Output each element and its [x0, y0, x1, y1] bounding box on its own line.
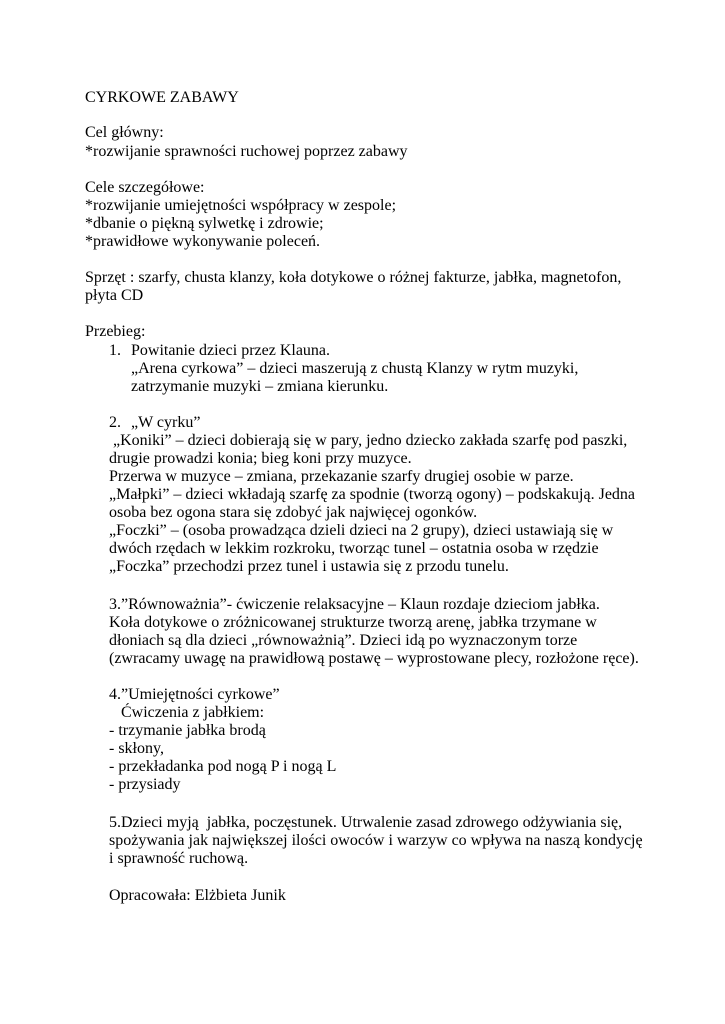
step-line: - trzymanie jabłka brodą: [109, 722, 266, 739]
step-line: (zwracamy uwagę na prawidłową postawę – wyprostowane plecy, rozłożone ręce).: [109, 650, 639, 667]
main-goal-heading: Cel główny:: [85, 124, 164, 141]
step-line: Koła dotykowe o zróżnicowanej strukturze tworzą arenę, jabłka trzymane w: [109, 614, 597, 631]
step-line: „Małpki” – dzieci wkładają szarfę za spodnie (tworzą ogony) – podskakują. Jedna: [109, 486, 636, 503]
step-title: „W cyrku”: [131, 414, 201, 431]
step-line: dwóch rzędach w lekkim rozkroku, tworząc tunel – ostatnia osoba w rzędzie: [109, 540, 599, 557]
step-line: dłoniach są dla dzieci „równoważnią”. Dzieci idą po wyznaczonym torze: [109, 632, 578, 649]
step-title: Powitanie dzieci przez Klauna.: [131, 342, 331, 359]
step-line: Ćwiczenia z jabłkiem:: [109, 704, 265, 721]
step-line: spożywania jak największej ilości owoców i warzyw co wpływa na naszą kondycję: [109, 832, 643, 849]
step-line: zatrzymanie muzyki – zmiana kierunku.: [131, 378, 389, 395]
step-line: „Arena cyrkowa” – dzieci maszerują z chustą Klanzy w rytm muzyki,: [131, 360, 579, 377]
main-goal-item: *rozwijanie sprawności ruchowej poprzez zabawy: [85, 143, 408, 160]
equipment-line: płyta CD: [85, 287, 144, 304]
step-line: - przekładanka pod nogą P i nogą L: [109, 758, 337, 775]
specific-goal-item: *prawidłowe wykonywanie poleceń.: [85, 233, 321, 250]
equipment-line: Sprzęt : szarfy, chusta klanzy, koła dotykowe o różnej fakturze, jabłka, magnetofon,: [85, 269, 622, 286]
step-line: „Foczka” przechodzi przez tunel i ustawia się z przodu tunelu.: [109, 558, 509, 575]
step-line: i sprawność ruchową.: [109, 850, 249, 867]
course-heading: Przebieg:: [85, 323, 146, 340]
step-line: 4.”Umiejętności cyrkowe”: [109, 686, 280, 703]
step-line: „Koniki” – dzieci dobierają się w pary, jedno dziecko zakłada szarfę pod paszki,: [109, 432, 628, 449]
page-title: CYRKOWE ZABAWY: [85, 89, 239, 106]
step-line: - przysiady: [109, 776, 181, 793]
step-number: 2.: [109, 414, 121, 431]
step-line: Przerwa w muzyce – zmiana, przekazanie szarfy drugiej osobie w parze.: [109, 468, 574, 485]
step-line: 5.Dzieci myją jabłka, poczęstunek. Utrwalenie zasad zdrowego odżywiania się,: [109, 814, 623, 831]
step-number: 1.: [109, 342, 121, 359]
specific-goal-item: *dbanie o piękną sylwetkę i zdrowie;: [85, 215, 324, 232]
step-line: osoba bez ogona stara się zdobyć jak najwięcej ogonków.: [109, 504, 478, 521]
specific-goal-item: *rozwijanie umiejętności współpracy w zespole;: [85, 197, 397, 214]
author-signature: Opracowała: Elżbieta Junik: [109, 887, 286, 904]
step-line: „Foczki” – (osoba prowadząca dzieli dzieci na 2 grupy), dzieci ustawiają się w: [109, 522, 614, 539]
step-line: - skłony,: [109, 740, 164, 757]
specific-goals-heading: Cele szczegółowe:: [85, 179, 205, 196]
step-line: 3.”Równoważnia”- ćwiczenie relaksacyjne – Klaun rozdaje dzieciom jabłka.: [109, 596, 600, 613]
step-line: drugie prowadzi konia; bieg koni przy muzyce.: [109, 450, 412, 467]
